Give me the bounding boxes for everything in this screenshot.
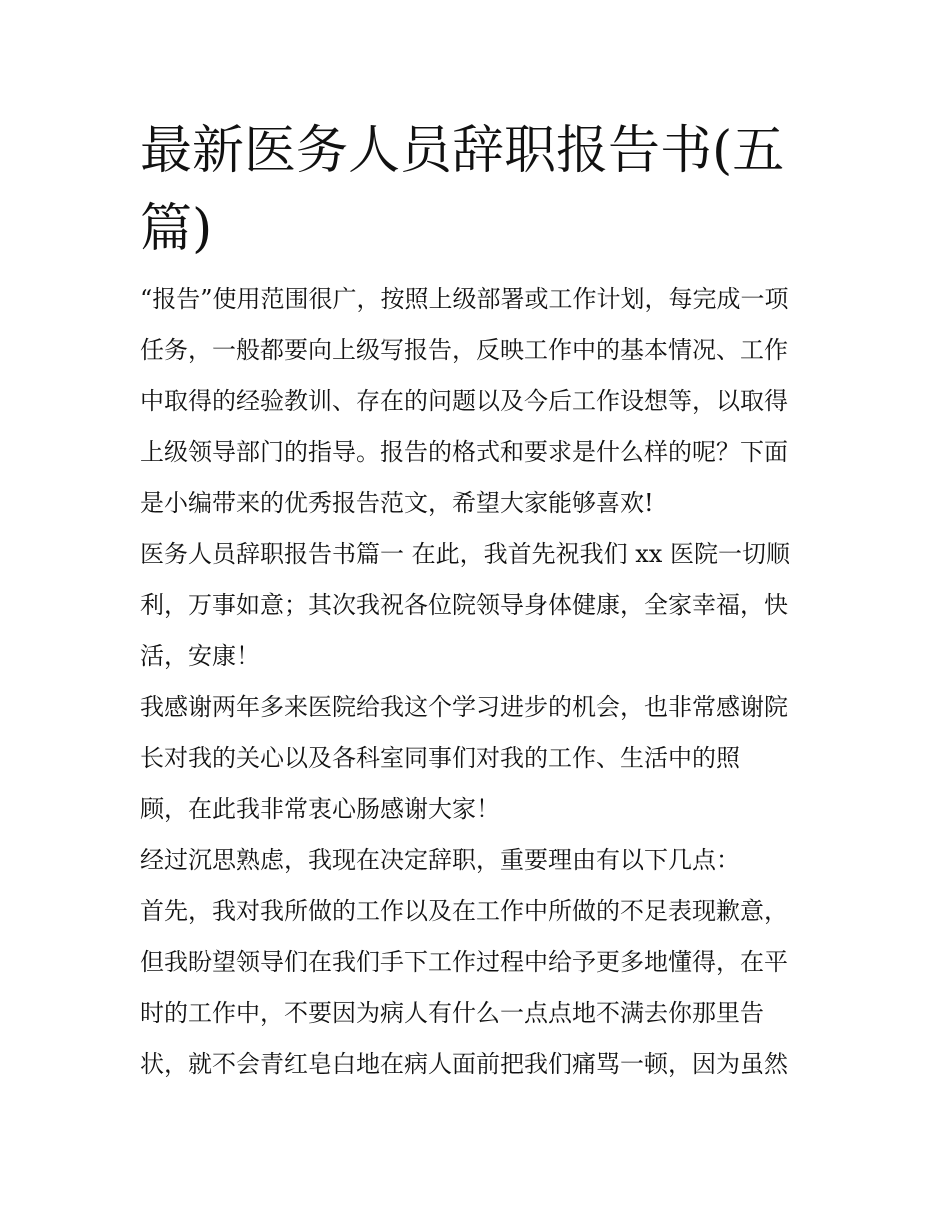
body-line: 中取得的经验教训、存在的问题以及今后工作设想等，以取得 bbox=[140, 387, 788, 415]
title-line: 最新医务人员辞职报告书(五 bbox=[140, 121, 785, 181]
body-line: 顾，在此我非常衷心肠感谢大家！ bbox=[140, 795, 500, 823]
title-line: 篇) bbox=[140, 199, 213, 259]
body-line: 时的工作中，不要因为病人有什么一点点地不满去你那里告 bbox=[140, 999, 764, 1027]
body-line: 活，安康！ bbox=[140, 642, 260, 670]
body-line: 长对我的关心以及各科室同事们对我的工作、生活中的照 bbox=[140, 744, 740, 772]
body-line: 利，万事如意；其次我祝各位院领导身体健康，全家幸福，快 bbox=[140, 591, 788, 619]
body-line: 任务，一般都要向上级写报告，反映工作中的基本情况、工作 bbox=[140, 336, 788, 364]
body-line: 经过沉思熟虑，我现在决定辞职，重要理由有以下几点： bbox=[140, 846, 740, 874]
document-title bbox=[140, 112, 840, 268]
body-line: 首先，我对我所做的工作以及在工作中所做的不足表现歉意， bbox=[140, 897, 788, 925]
body-line: 但我盼望领导们在我们手下工作过程中给予更多地懂得，在平 bbox=[140, 948, 788, 976]
document-body bbox=[140, 274, 840, 1090]
body-line: 是小编带来的优秀报告范文，希望大家能够喜欢! bbox=[140, 489, 654, 517]
body-line: 我感谢两年多来医院给我这个学习进步的机会，也非常感谢院 bbox=[140, 693, 788, 721]
body-line: 医务人员辞职报告书篇一 在此，我首先祝我们 xx 医院一切顺 bbox=[140, 540, 790, 568]
body-line: 状，就不会青红皂白地在病人面前把我们痛骂一顿，因为虽然 bbox=[140, 1050, 788, 1078]
body-line: 上级领导部门的指导。报告的格式和要求是什么样的呢？下面 bbox=[140, 438, 788, 466]
body-line: “报告”使用范围很广，按照上级部署或工作计划，每完成一项 bbox=[140, 285, 789, 313]
